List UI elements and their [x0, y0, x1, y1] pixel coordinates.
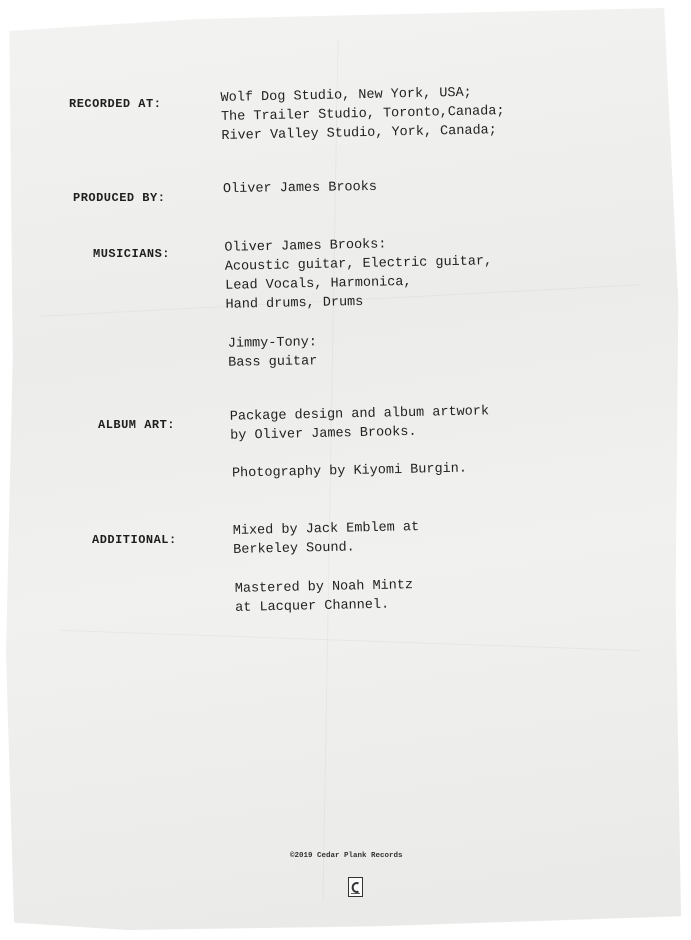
additional-label: ADDITIONAL: [92, 533, 177, 547]
musicians-values [224, 233, 493, 315]
recorded-at-values [220, 83, 505, 146]
copyright-text: ©2019 Cedar Plank Records [290, 852, 403, 860]
album-art-line: Photography by Kiyomi Burgin. [231, 461, 468, 482]
additional-values [233, 518, 420, 560]
recorded-at-label-wrap [69, 94, 161, 112]
album-art-values [230, 402, 490, 445]
album-art-line: Package design and album artwork [229, 404, 490, 425]
musicians-line: Hand drums, Drums [225, 294, 364, 313]
cedar-plank-logo-icon [348, 877, 363, 897]
additional-values-2 [235, 576, 414, 618]
recorded-at-line: The Trailer Studio, Toronto,Canada; [220, 104, 505, 125]
additional-line: at Lacquer Channel. [235, 597, 390, 616]
recorded-at-line: Wolf Dog Studio, New York, USA; [220, 85, 472, 106]
additional-line: Berkeley Sound. [233, 540, 355, 558]
musicians-values-2 [228, 333, 318, 373]
musicians-label-wrap [93, 244, 170, 262]
musicians-line: Acoustic guitar, Electric guitar, [224, 254, 493, 275]
album-art-line: by Oliver James Brooks. [230, 424, 417, 444]
additional-label-wrap [92, 530, 177, 548]
additional-line: Mastered by Noah Mintz [234, 578, 414, 597]
musicians-line: Bass guitar [228, 354, 318, 371]
produced-by-values [223, 178, 377, 199]
recorded-at-label: RECORDED AT: [69, 97, 162, 111]
album-art-label-wrap [98, 415, 175, 433]
musicians-line: Lead Vocals, Harmonica, [225, 274, 412, 294]
produced-by-line: Oliver James Brooks [222, 179, 378, 198]
album-art-label: ALBUM ART: [98, 418, 176, 432]
produced-by-label-wrap [73, 188, 165, 206]
produced-by-label: PRODUCED BY: [73, 191, 166, 205]
additional-line: Mixed by Jack Emblem at [232, 520, 420, 539]
musicians-label: MUSICIANS: [93, 247, 171, 261]
musicians-line: Jimmy-Tony: [227, 335, 318, 352]
musicians-line: Oliver James Brooks: [224, 237, 387, 256]
recorded-at-line: River Valley Studio, York, Canada; [221, 123, 497, 144]
